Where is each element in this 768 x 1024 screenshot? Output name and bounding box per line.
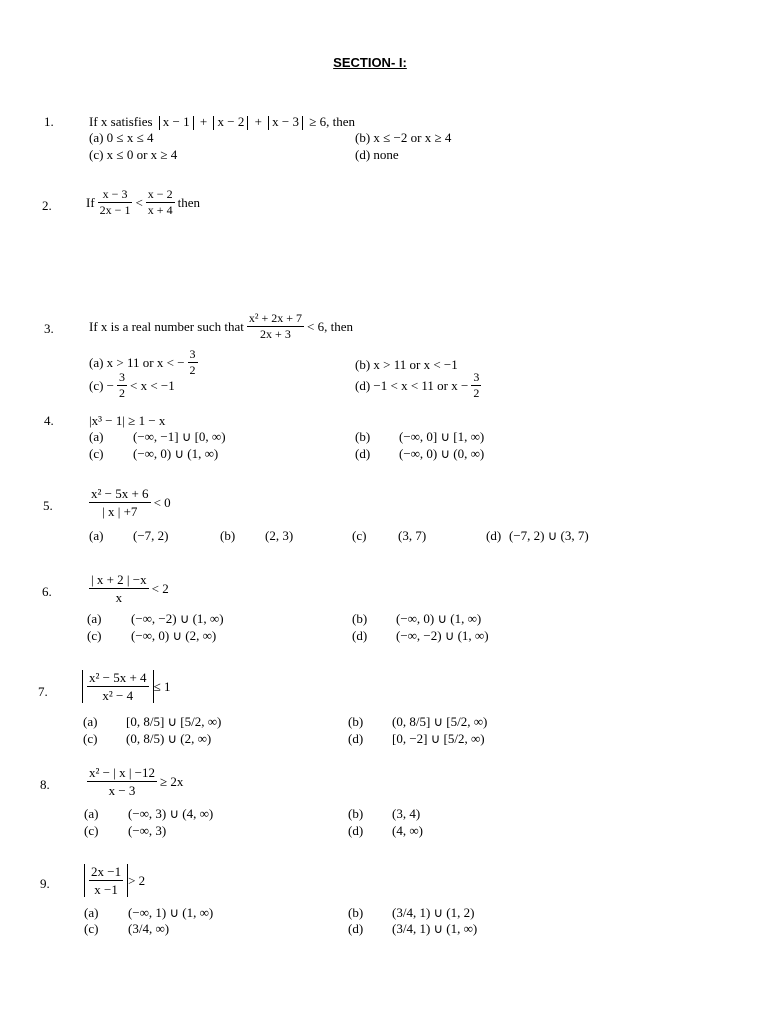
section-title: SECTION- I: (333, 55, 407, 70)
fraction: $\frac{\text{x² + 2x + 7}}{2x + 3}$ (248, 311, 303, 341)
fraction: $\frac{3}{2}$ (189, 347, 196, 377)
question-stem: $\frac{2x -1}{x -1}$ > 2 (84, 864, 145, 897)
question-stem: $\frac{| x + 2 | -x}{x}$ < 2 (91, 572, 169, 605)
option-label: (a) (83, 714, 98, 729)
fraction: $\frac{x - 2}{x + 4}$ (147, 187, 173, 217)
option-c[interactable]: (−∞, 0) ∪ (1, ∞) (133, 446, 219, 461)
option-a[interactable]: [0, 8/5] ∪ [5/2, ∞) (126, 714, 222, 729)
option-label: (c) (87, 628, 102, 643)
option-label: (b) (348, 806, 364, 821)
option-b[interactable]: (b) x ≤ −2 or x ≥ 4 (355, 130, 452, 145)
question-number: 7. (38, 684, 48, 699)
option-label: (d) (348, 731, 364, 746)
option-label: (d) (355, 446, 371, 461)
option-label: (b) (352, 611, 368, 626)
fraction: $\frac{\text{x² − | x | −12}}{x - 3}$ (89, 765, 156, 798)
option-label: (a) (87, 611, 102, 626)
option-b[interactable]: (−∞, 0] ∪ [1, ∞) (399, 429, 485, 444)
option-b[interactable]: (3, 4) (392, 806, 421, 821)
option-d[interactable]: (d) none (355, 147, 399, 162)
option-d[interactable]: (4, ∞) (392, 823, 423, 838)
fraction: $\frac{\text{x² − 5x + 6}}{| x | +7}$ (91, 486, 149, 519)
option-b[interactable]: (−∞, 0) ∪ (1, ∞) (396, 611, 482, 626)
option-label: (d) (348, 823, 364, 838)
option-a[interactable]: (−∞, −1] ∪ [0, ∞) (133, 429, 226, 444)
abs-bar (213, 116, 214, 130)
option-label: (b) (355, 429, 371, 444)
option-a[interactable]: (−7, 2) (133, 528, 169, 543)
abs-bar (247, 116, 248, 130)
question-stem: If $\frac{x - 3}{2x - 1}$ < $\frac{x - 2}{x + 4}$ then (86, 187, 200, 217)
question-stem: $\frac{\text{x² − 5x + 4}}{\text{x² − 4}}$ ≤ 1 (82, 670, 170, 703)
option-label: (a) (84, 806, 99, 821)
abs-bar (159, 116, 160, 130)
option-b[interactable]: (b) x > 11 or x < −1 (355, 357, 458, 372)
question-number: 6. (42, 584, 52, 599)
fraction: $\frac{3}{2}$ (473, 370, 480, 400)
option-label: (c) (352, 528, 367, 543)
question-number: 5. (43, 498, 53, 513)
question-number: 3. (44, 321, 54, 336)
option-label: (a) (89, 528, 104, 543)
abs-bar (268, 116, 269, 130)
option-a[interactable]: (a) x > 11 or x < − $\frac{3}{2}$ (89, 347, 196, 377)
option-a[interactable]: (a) 0 ≤ x ≤ 4 (89, 130, 154, 145)
option-b[interactable]: (3/4, 1) ∪ (1, 2) (392, 905, 475, 920)
question-stem: If x satisfies x − 1 + x − 2 + x − 3 ≥ 6, then (89, 114, 356, 129)
question-stem: |x³ − 1| ≥ 1 − x (89, 413, 166, 428)
option-c[interactable]: (−∞, 3) (128, 823, 167, 838)
option-d[interactable]: (d) −1 < x < 11 or x − $\frac{3}{2}$ (355, 370, 480, 400)
abs-bar (193, 116, 194, 130)
option-a[interactable]: (−∞, 1) ∪ (1, ∞) (128, 905, 214, 920)
option-label: (a) (89, 429, 104, 444)
option-label: (c) (84, 823, 99, 838)
question-number: 1. (44, 114, 54, 129)
option-d[interactable]: (−7, 2) ∪ (3, 7) (509, 528, 589, 543)
option-a[interactable]: (−∞, −2) ∪ (1, ∞) (131, 611, 224, 626)
option-c[interactable]: (3/4, ∞) (128, 921, 170, 936)
question-number: 2. (42, 198, 52, 213)
fraction: $\frac{x - 3}{2x - 1}$ (99, 187, 131, 217)
option-label: (b) (348, 714, 364, 729)
option-label: (b) (348, 905, 364, 920)
option-b[interactable]: (0, 8/5] ∪ [5/2, ∞) (392, 714, 488, 729)
option-c[interactable]: (−∞, 0) ∪ (2, ∞) (131, 628, 217, 643)
option-label: (c) (89, 446, 104, 461)
option-label: (c) (83, 731, 98, 746)
option-c[interactable]: (0, 8/5) ∪ (2, ∞) (126, 731, 212, 746)
question-number: 8. (40, 777, 50, 792)
option-label: (c) (84, 921, 99, 936)
question-stem: If x is a real number such that $\frac{\text{x² + 2x + 7}}{2x + 3}$ < 6, then (89, 311, 353, 341)
fraction: $\frac{3}{2}$ (119, 370, 126, 400)
fraction: $\frac{2x -1}{x -1}$ (91, 864, 122, 897)
option-c[interactable]: (3, 7) (398, 528, 427, 543)
option-label: (d) (352, 628, 368, 643)
fraction: $\frac{| x + 2 | -x}{x}$ (91, 572, 147, 605)
option-a[interactable]: (−∞, 3) ∪ (4, ∞) (128, 806, 214, 821)
option-c[interactable]: (c) x ≤ 0 or x ≥ 4 (89, 147, 178, 162)
option-label: (b) (220, 528, 236, 543)
option-d[interactable]: (−∞, −2) ∪ (1, ∞) (396, 628, 489, 643)
fraction: $\frac{\text{x² − 5x + 4}}{\text{x² − 4}}$ (89, 670, 147, 703)
option-d[interactable]: (3/4, 1) ∪ (1, ∞) (392, 921, 478, 936)
question-stem: $\frac{\text{x² − | x | −12}}{x - 3}$ ≥ 2x (89, 765, 184, 798)
option-d[interactable]: [0, −2] ∪ [5/2, ∞) (392, 731, 485, 746)
abs-bar (302, 116, 303, 130)
question-stem: $\frac{\text{x² − 5x + 6}}{| x | +7}$ < 0 (91, 486, 171, 519)
option-c[interactable]: (c) − $\frac{3}{2}$ < x < −1 (89, 370, 175, 400)
option-label: (a) (84, 905, 99, 920)
question-number: 4. (44, 413, 54, 428)
option-label: (d) (348, 921, 364, 936)
option-b[interactable]: (2, 3) (265, 528, 294, 543)
absolute-value (84, 864, 128, 897)
option-d[interactable]: (−∞, 0) ∪ (0, ∞) (399, 446, 485, 461)
option-label: (d) (486, 528, 502, 543)
question-number: 9. (40, 876, 50, 891)
absolute-value (82, 670, 154, 703)
